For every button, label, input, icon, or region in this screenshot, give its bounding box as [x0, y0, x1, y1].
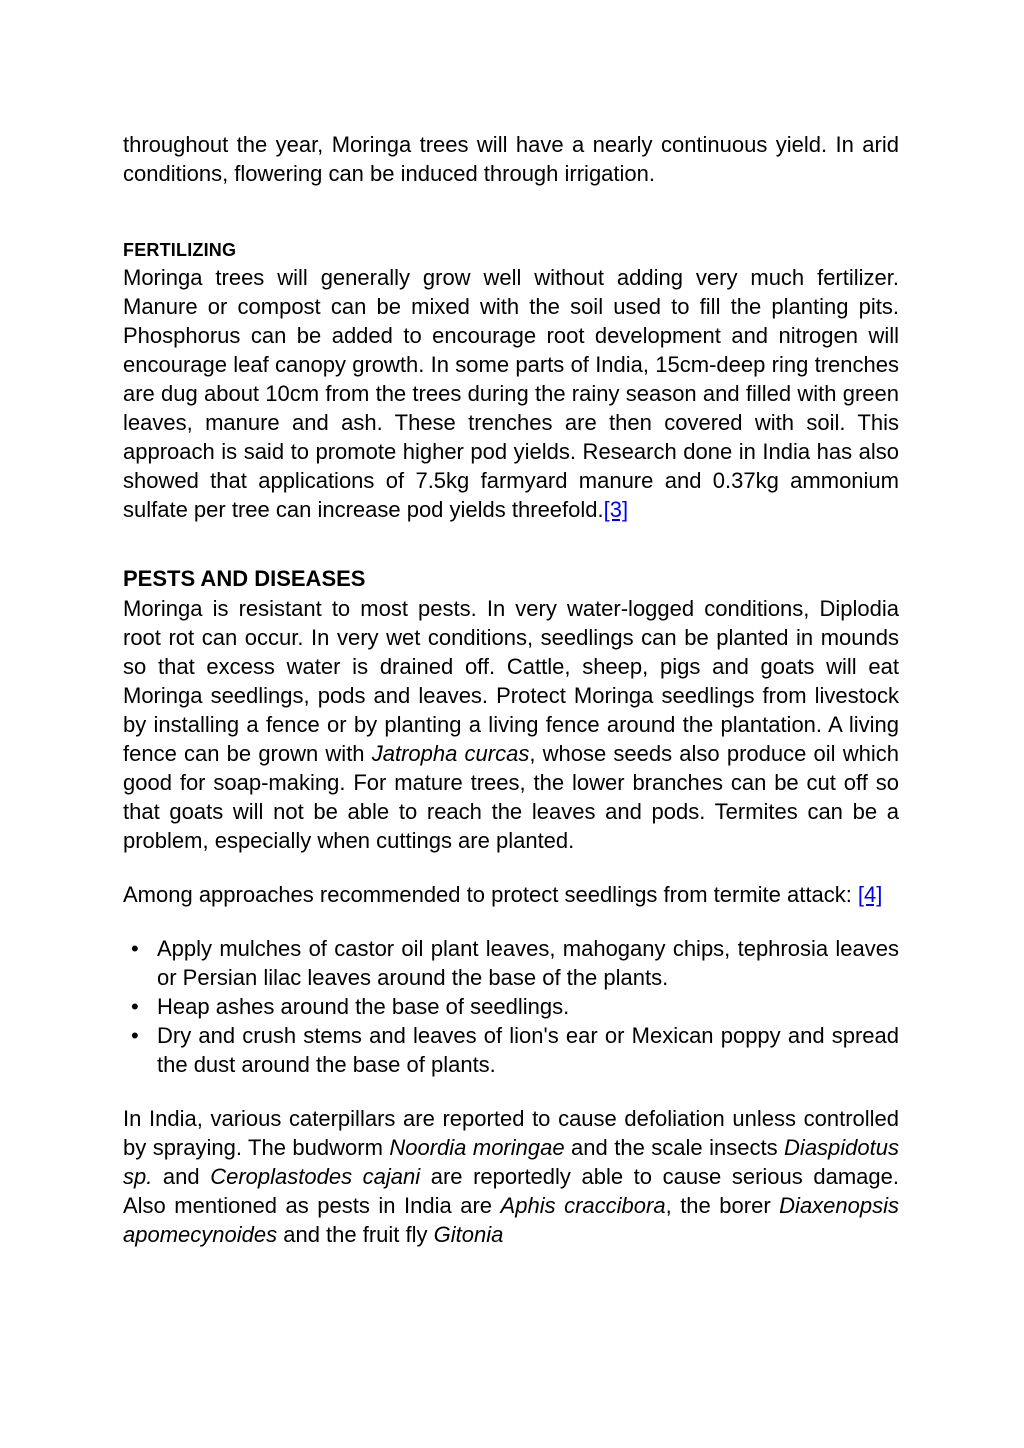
text-segment: are reportedly able to cause serious damage. Also mentioned as pests in India are	[123, 1164, 899, 1218]
text-segment: , the borer	[665, 1193, 780, 1218]
text-segment: and the scale insects	[564, 1135, 785, 1160]
paragraph-pests-overview	[123, 594, 899, 855]
list-item-mulches	[157, 934, 899, 992]
section-heading-fertilizing: FERTILIZING	[123, 240, 237, 260]
section-heading-pests-and-diseases: PESTS AND DISEASES	[123, 566, 366, 591]
list-item-dry-crush	[157, 1021, 899, 1079]
page-content	[123, 130, 899, 1249]
italic-species-name: Diaxenopsis apomecynoides	[123, 1193, 900, 1247]
paragraph-intro	[123, 130, 899, 188]
list-item-ashes	[157, 992, 899, 1021]
text-segment: Apply mulches of castor oil plant leaves, mahogany chips, tephrosia leaves or Persian lilac leaves around the base of the plants.	[157, 936, 899, 990]
italic-species-name: Jatropha curcas	[371, 741, 530, 766]
text-segment: , whose seeds also produce oil which good for soap-making. For mature trees, the lower branches can be cut off so that goats will not be able to reach the leaves and pods. Termites can be a problem, especially when cuttings are planted.	[123, 741, 899, 853]
text-segment: Moringa is resistant to most pests. In very water-logged conditions, Diplodia root rot can occur. In very wet conditions, seedlings can be planted in mounds so that excess water is drained off. Cattle, sheep, pigs and goats will eat Moringa seedlings, pods and leaves. Protect Moringa seedlings from livestock by installing a fence or by planting a living fence around the plantation. A living fence can be grown with	[123, 596, 899, 766]
paragraph-termite-intro	[123, 880, 899, 909]
text-segment: and the fruit fly	[277, 1222, 434, 1247]
text-segment: Dry and crush stems and leaves of lion's ear or Mexican poppy and spread the dust around the base of plants.	[157, 1023, 899, 1077]
text-segment: Moringa trees will generally grow well without adding very much fertilizer. Manure or compost can be mixed with the soil used to fill the planting pits. Phosphorus can be added to encourage root development and nitrogen will encourage leaf canopy growth. In some parts of India, 15cm-deep ring trenches are dug about 10cm from the trees during the rainy season and filled with green leaves, manure and ash. These trenches are then covered with soil. This approach is said to promote higher pod yields. Research done in India has also showed that applications of 7.5kg farmyard manure and 0.37kg ammonium sulfate per tree can increase pod yields threefold.	[123, 265, 899, 522]
text-segment: Among approaches recommended to protect seedlings from termite attack:	[123, 882, 858, 907]
italic-species-name: Ceroplastodes cajani	[210, 1164, 421, 1189]
paragraph-caterpillars	[123, 1104, 899, 1249]
text-segment: and	[152, 1164, 211, 1189]
italic-species-name: Diaspidotus sp.	[123, 1135, 899, 1189]
reference-link-3[interactable]: [3]	[603, 497, 629, 522]
termite-protection-list	[123, 934, 899, 1079]
italic-species-name: Gitonia	[433, 1222, 504, 1247]
paragraph-fertilizing	[123, 263, 899, 524]
text-segment: Heap ashes around the base of seedlings.	[157, 994, 570, 1019]
italic-species-name: Noordia moringae	[389, 1135, 565, 1160]
text-segment: throughout the year, Moringa trees will have a nearly continuous yield. In arid conditions, flowering can be induced through irrigation.	[123, 132, 899, 186]
reference-link-4[interactable]: [4]	[857, 882, 883, 907]
text-segment: In India, various caterpillars are reported to cause defoliation unless controlled by spraying. The budworm	[123, 1106, 899, 1160]
italic-species-name: Aphis craccibora	[500, 1193, 666, 1218]
